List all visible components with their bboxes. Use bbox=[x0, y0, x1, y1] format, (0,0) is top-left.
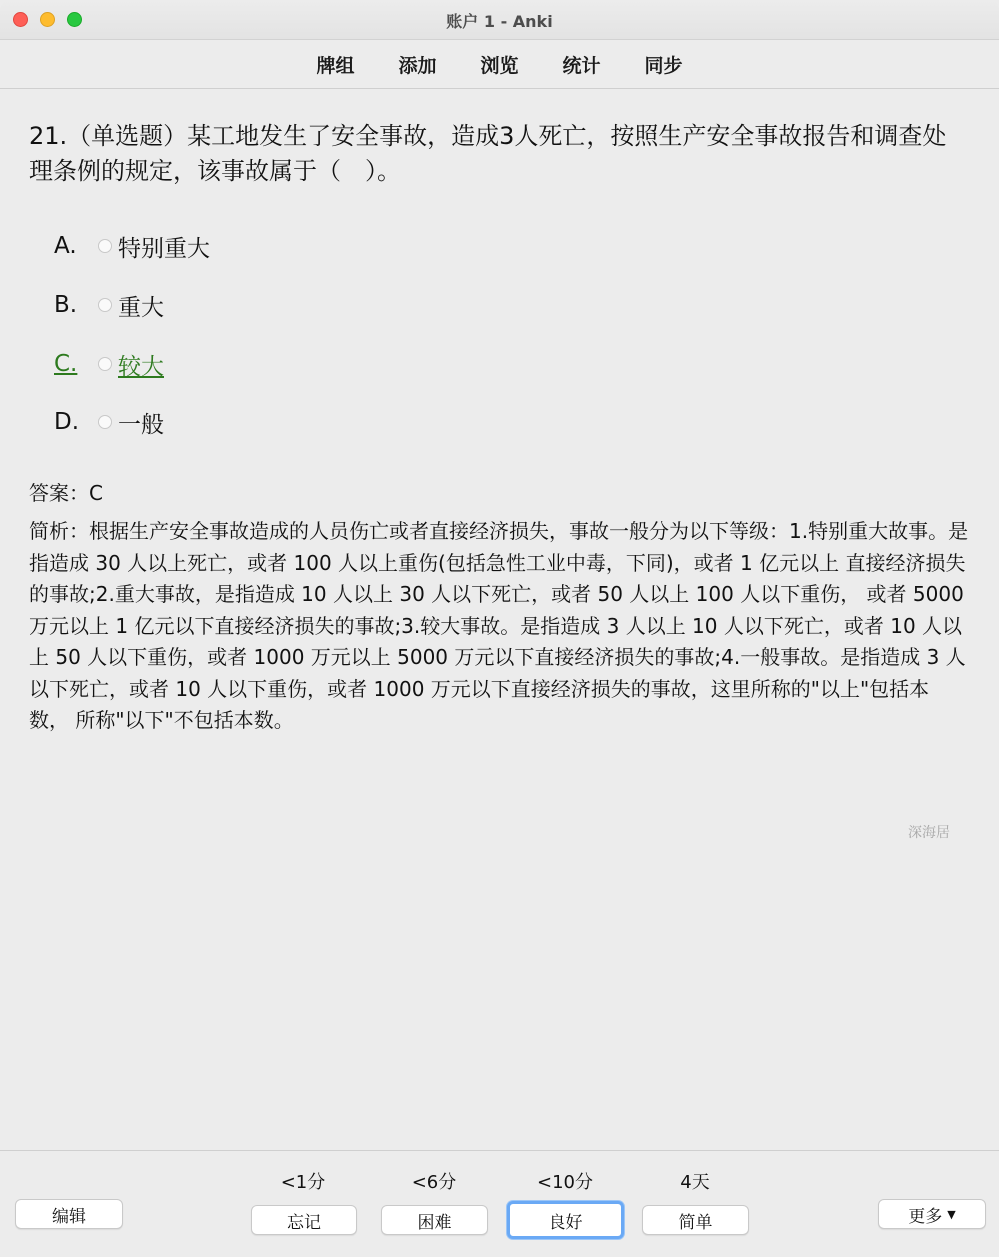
option-text: 特别重大 bbox=[118, 235, 210, 262]
title-bar bbox=[0, 0, 999, 40]
good-button-label: 良好 bbox=[548, 1212, 583, 1233]
watermark-text: 深海居 bbox=[908, 825, 950, 841]
option-b[interactable] bbox=[54, 288, 164, 322]
easy-button[interactable] bbox=[642, 1205, 749, 1235]
edit-button[interactable] bbox=[15, 1199, 123, 1229]
option-letter: C. bbox=[54, 351, 78, 377]
answer-bar bbox=[0, 1150, 999, 1257]
option-c-correct[interactable] bbox=[54, 347, 164, 381]
radio-icon[interactable] bbox=[98, 415, 112, 429]
good-button[interactable] bbox=[507, 1201, 624, 1239]
option-text: 较大 bbox=[118, 353, 164, 380]
option-text: 重大 bbox=[118, 294, 164, 321]
hard-button[interactable] bbox=[381, 1205, 488, 1235]
toolbar-add[interactable]: 添加 bbox=[398, 54, 437, 77]
chevron-down-icon: ▼ bbox=[947, 1207, 956, 1221]
easy-button-label: 简单 bbox=[678, 1212, 713, 1233]
window-title: 账户 1 - Anki bbox=[446, 12, 553, 31]
option-letter: B. bbox=[54, 292, 78, 318]
interval-hard: <6分 bbox=[411, 1172, 457, 1193]
option-text: 一般 bbox=[118, 411, 164, 438]
interval-easy: 4天 bbox=[680, 1172, 710, 1193]
toolbar-browse[interactable]: 浏览 bbox=[480, 54, 519, 77]
analysis-text: 简析：根据生产安全事故造成的人员伤亡或者直接经济损失，事故一般分为以下等级：1.特别重大故事。是指造成 30 人以上死亡，或者 100 人以上重伤(包括急性工业中毒，下同)，或者 1 亿元以上 直接经济损失的事故;2.重大事故，是指造成 10 人以上 30 人以下死亡，或者 50 人以上 100 人以下重伤， 或者 5000 万元以上 1 亿元以下直接经济损失的事故;3.较大事故。是指造成 3 人以上 10 人以下死亡，或者 10 人以上 50 人以下重伤，或者 1000 万元以上 5000 万元以下直接经济损失的事故;4.一般事故。是指造成 3 人以下死亡，或者 10 人以下重伤，或者 1000 万元以下直接经济损失的事故，这里所称的"以上"包括本数， 所称"以下"不包括本数。 bbox=[29, 519, 969, 732]
card-content bbox=[0, 89, 999, 1149]
toolbar-sync[interactable]: 同步 bbox=[644, 54, 683, 77]
interval-again: <1分 bbox=[280, 1172, 326, 1193]
more-button-label: 更多 bbox=[908, 1206, 943, 1227]
radio-icon[interactable] bbox=[98, 298, 112, 312]
option-letter: A. bbox=[54, 233, 77, 259]
option-letter: D. bbox=[54, 409, 80, 435]
radio-icon[interactable] bbox=[98, 357, 112, 371]
again-button-label: 忘记 bbox=[287, 1212, 321, 1233]
hard-button-label: 困难 bbox=[417, 1212, 452, 1233]
radio-icon[interactable] bbox=[98, 239, 112, 253]
edit-button-label: 编辑 bbox=[52, 1206, 86, 1227]
option-d[interactable] bbox=[54, 405, 164, 439]
toolbar-decks[interactable]: 牌组 bbox=[316, 54, 355, 77]
more-button[interactable] bbox=[878, 1199, 986, 1229]
interval-good: <10分 bbox=[537, 1172, 593, 1193]
again-button[interactable] bbox=[251, 1205, 357, 1235]
toolbar-stats[interactable]: 统计 bbox=[562, 54, 601, 77]
answer-text: 答案：C bbox=[29, 481, 103, 505]
option-a[interactable] bbox=[54, 229, 210, 263]
question-text: 21.（单选题）某工地发生了安全事故，造成3人死亡，按照生产安全事故报告和调查处理条例的规定，该事故属于（ ）。 bbox=[29, 122, 947, 185]
main-toolbar bbox=[0, 40, 999, 89]
